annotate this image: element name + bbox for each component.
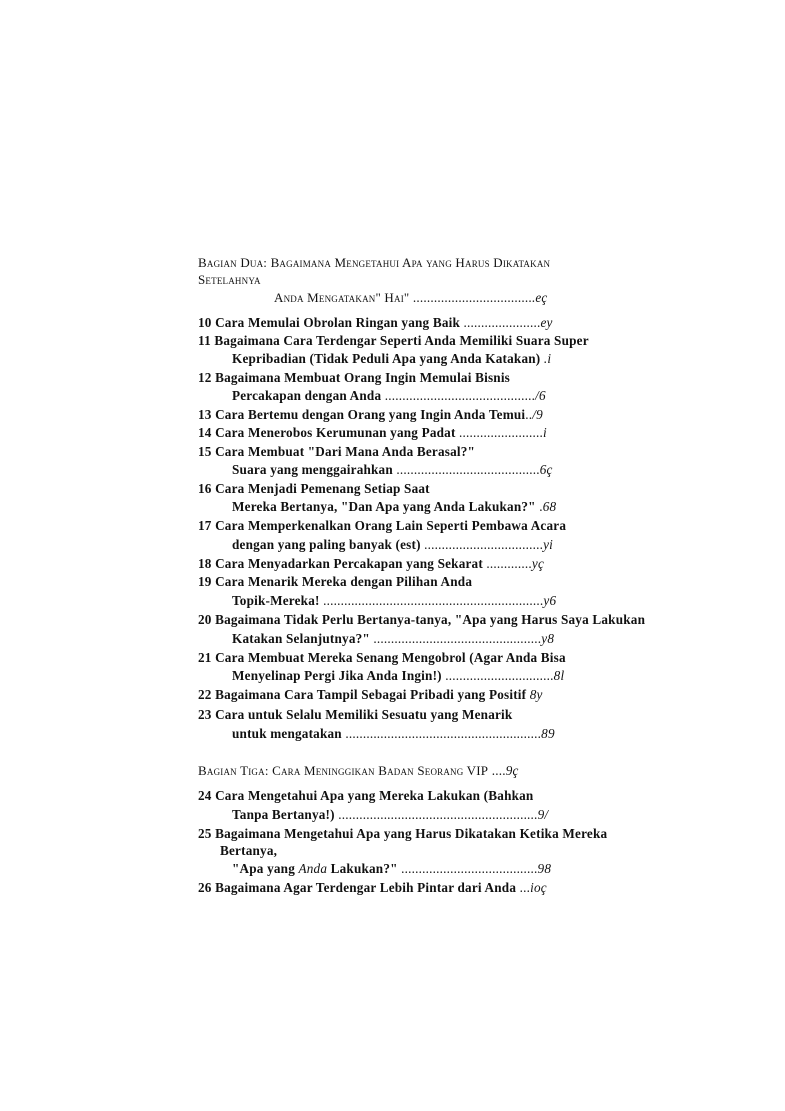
- leader-dots: ...: [516, 880, 531, 895]
- page-number: 8y: [529, 687, 543, 702]
- page-number: y6: [543, 593, 557, 608]
- entry-title: untuk mengatakan: [232, 726, 342, 741]
- toc-entry-18: [198, 555, 544, 573]
- entry-title: 17 Cara Memperkenalkan Orang Lain Seperti Pembawa Acara: [198, 518, 567, 533]
- entry-title: "Apa yang: [232, 861, 299, 876]
- entry-title-end: Lakukan?": [327, 861, 398, 876]
- page-number: 8l: [553, 668, 565, 683]
- page-number: ioç: [530, 880, 547, 895]
- toc-entry-11-cont: [232, 350, 551, 368]
- part-two-heading-line3: [274, 289, 547, 307]
- toc-entry-26: [198, 879, 547, 897]
- toc-entry-19-cont: [232, 592, 556, 610]
- toc-entry-25: [198, 825, 607, 843]
- leader-dots: .........................................: [392, 462, 540, 477]
- heading-text: Anda Mengatakan" Hai": [274, 290, 410, 305]
- entry-title: Percakapan dengan Anda: [232, 388, 382, 403]
- toc-entry-21: [198, 649, 566, 667]
- entry-title: Menyelinap Pergi Jika Anda Ingin!): [232, 668, 442, 683]
- leader-dots: .......................................: [397, 861, 538, 876]
- toc-entry-17-cont: [232, 536, 553, 554]
- leader-dots: ......................: [460, 315, 541, 330]
- toc-entry-16-cont: [232, 498, 556, 516]
- toc-entry-22: [198, 686, 543, 704]
- page-number: 9ç: [505, 763, 519, 778]
- entry-title: 13 Cara Bertemu dengan Orang yang Ingin Anda Temui: [198, 407, 526, 422]
- page-number: yç: [531, 556, 545, 571]
- toc-entry-12: [198, 369, 510, 387]
- leader-dots: ...............................................................: [319, 593, 544, 608]
- entry-title: 21 Cara Membuat Mereka Senang Mengobrol (Agar Anda Bisa: [198, 650, 566, 665]
- entry-title: Topik-Mereka!: [232, 593, 320, 608]
- entry-title: 20 Bagaimana Tidak Perlu Bertanya-tanya, "Apa yang Harus Saya Lakukan: [198, 612, 646, 627]
- leader-dots: ...........................................: [381, 388, 536, 403]
- entry-title: Bertanya,: [220, 843, 278, 858]
- heading-text: Bagian Tiga: Cara Meninggikan Badan Seorang VIP: [198, 763, 489, 778]
- toc-entry-23-cont: [232, 725, 555, 743]
- toc-entry-10: [198, 314, 553, 332]
- page-number: /6: [535, 388, 546, 403]
- page-number: i: [542, 425, 547, 440]
- toc-entry-25-cont2: [232, 860, 551, 878]
- page-number: y8: [541, 631, 555, 646]
- toc-entry-23: [198, 706, 512, 724]
- page-number: 9/: [537, 807, 549, 822]
- toc-entry-24: [198, 787, 533, 805]
- page-number: yi: [543, 537, 553, 552]
- entry-title: 10 Cara Memulai Obrolan Ringan yang Baik: [198, 315, 461, 330]
- leader-dots: ........................: [455, 425, 543, 440]
- entry-title: 26 Bagaimana Agar Terdengar Lebih Pintar dari Anda: [198, 880, 517, 895]
- entry-title: 15 Cara Membuat "Dari Mana Anda Berasal?": [198, 444, 476, 459]
- entry-title: dengan yang paling banyak (est): [232, 537, 421, 552]
- leader-dots: .: [535, 499, 543, 514]
- toc-entry-12-cont: [232, 387, 546, 405]
- entry-title: 24 Cara Mengetahui Apa yang Mereka Lakukan (Bahkan: [198, 788, 534, 803]
- page-number: .i: [543, 351, 552, 366]
- page-number: ey: [540, 315, 553, 330]
- entry-title: Kepribadian (Tidak Peduli Apa yang Anda Katakan): [232, 351, 541, 366]
- entry-title-italic: Anda: [298, 861, 328, 876]
- page-number: 68: [542, 499, 557, 514]
- part-two-heading: Bagian Dua: Bagaimana Mengetahui Apa yang Harus Dikatakan: [198, 255, 551, 270]
- page-number: 6ç: [539, 462, 553, 477]
- entry-title: 23 Cara untuk Selalu Memiliki Sesuatu yang Menarik: [198, 707, 513, 722]
- entry-title: 16 Cara Menjadi Pemenang Setiap Saat: [198, 481, 430, 496]
- page-number: 89: [541, 726, 555, 741]
- toc-entry-13: [198, 406, 543, 424]
- entry-title: 19 Cara Menarik Mereka dengan Pilihan Anda: [198, 574, 473, 589]
- leader-dots: ..................................: [420, 537, 544, 552]
- toc-entry-25-cont: [220, 842, 277, 860]
- leader-dots: ....: [488, 763, 506, 778]
- leader-dots: .............: [482, 556, 532, 571]
- leader-dots: ................................................: [369, 631, 542, 646]
- leader-dots: ..: [525, 407, 533, 422]
- toc-entry-20: [198, 611, 645, 629]
- toc-entry-16: [198, 480, 430, 498]
- entry-title: Mereka Bertanya, "Dan Apa yang Anda Lakukan?": [232, 499, 536, 514]
- entry-title: 14 Cara Menerobos Kerumunan yang Padat: [198, 425, 456, 440]
- leader-dots: ...................................: [409, 290, 536, 305]
- leader-dots: ........................................................: [341, 726, 542, 741]
- entry-title: 18 Cara Menyadarkan Percakapan yang Sekarat: [198, 556, 483, 571]
- page-number: eç: [535, 290, 548, 305]
- entry-title: 25 Bagaimana Mengetahui Apa yang Harus Dikatakan Ketika Mereka: [198, 826, 608, 841]
- toc-entry-19: [198, 573, 472, 591]
- toc-entry-20-cont: [232, 630, 554, 648]
- toc-entry-24-cont: [232, 806, 548, 824]
- entry-title: Suara yang menggairahkan: [232, 462, 393, 477]
- page-number: /9: [532, 407, 543, 422]
- entry-title: Katakan Selanjutnya?": [232, 631, 370, 646]
- toc-entry-15-cont: [232, 461, 553, 479]
- part-two-heading-cont: Setelahnya: [198, 272, 261, 287]
- page-number: 98: [537, 861, 552, 876]
- toc-entry-14: [198, 424, 547, 442]
- toc-entry-11: [198, 332, 589, 350]
- toc-entry-15: [198, 443, 475, 461]
- entry-title: Tanpa Bertanya!): [232, 807, 335, 822]
- toc-entry-21-cont: [232, 667, 564, 685]
- entry-title: 22 Bagaimana Cara Tampil Sebagai Pribadi yang Positif: [198, 687, 527, 702]
- leader-dots: .........................................................: [334, 807, 538, 822]
- leader-dots: ...............................: [441, 668, 554, 683]
- toc-entry-17: [198, 517, 566, 535]
- part-three-heading: [198, 762, 519, 780]
- entry-title: 12 Bagaimana Membuat Orang Ingin Memulai Bisnis: [198, 370, 511, 385]
- entry-title: 11 Bagaimana Cara Terdengar Seperti Anda Memiliki Suara Super: [198, 333, 589, 348]
